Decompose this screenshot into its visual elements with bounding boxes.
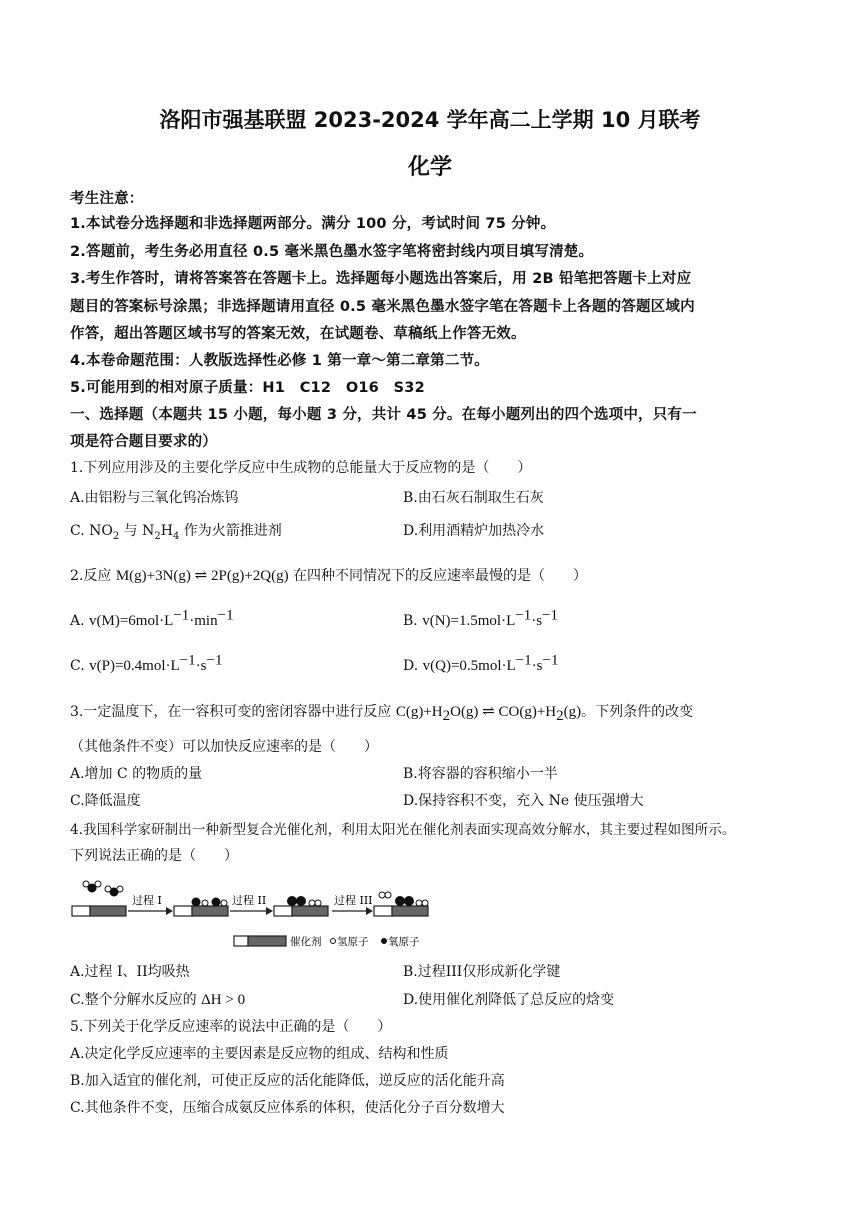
question-1-option-c [70,521,282,541]
question-3-stem [70,702,805,722]
option-label: D. [403,658,423,674]
equation-part: (g) [563,704,582,720]
question-4-option-c [70,990,245,1010]
oxygen-atom [296,896,306,906]
hydrogen-atom [422,900,428,906]
question-3-option-d: D.保持容积不变，充入 Ne 使压强增大 [403,793,644,809]
question-5-option-a: A.决定化学反应速率的主要因素是反应物的组成、结构和性质 [70,1046,449,1062]
question-2-option-b [403,607,559,631]
question-2-option-d [403,652,559,676]
catalyst-gray-block [192,906,228,916]
process-diagram-svg [70,878,440,954]
option-c-h: H [160,523,173,539]
question-3-option-a: A.增加 C 的物质的量 [70,766,203,782]
question-3-stem-line-2: （其他条件不变）可以加快反应速率的是（ ） [70,739,378,755]
subscript: 2 [556,707,564,724]
oxygen-atom [212,898,221,907]
option-c-suffix: 作为火箭推进剂 [179,523,282,539]
question-5-option-c: C.其他条件不变，压缩合成氨反应体系的体积，使活化分子百分数增大 [70,1100,505,1116]
option-c-prefix: C. NO [70,523,113,539]
question-1-option-a: A.由铝粉与三氧化钨冶炼钨 [70,490,239,506]
notice-item-3-line-1: 3.考生作答时，请将答案答在答题卡上。选择题每小题选出答案后，用 2B 铅笔把答题卡上对应 [70,271,692,287]
stem-suffix: 在四种不同情况下的反应速率最慢的是（ ） [288,568,588,584]
oxygen-atom [395,896,405,906]
exponent: −1 [206,652,223,669]
oxygen-atom [287,896,297,906]
legend-oxygen-icon [381,938,387,944]
hydrogen-atom [83,881,89,887]
question-4-option-d: D.使用催化剂降低了总反应的焓变 [403,992,615,1008]
subscript: 2 [442,707,451,724]
hydrogen-atom [202,900,208,906]
question-5-option-b: B.加入适宜的催化剂，可使正反应的活化能降低，逆反应的活化能升高 [70,1073,505,1089]
subscript: 2 [154,530,161,542]
catalyst-white-block [374,906,392,916]
section-heading-line-1: 一、选择题（本题共 15 小题，每小题 3 分，共计 45 分。在每小题列出的四个选项中，只有一 [70,407,697,423]
hydrogen-atom [385,892,391,898]
rate-value: v(M)=6mol·L [89,613,174,629]
subscript: 4 [172,530,180,542]
catalyst-gray-block [392,906,428,916]
equation-part: C(g)+H [395,704,443,720]
hydrogen-atom [416,900,422,906]
catalyst-gray-block [90,906,126,916]
arrow-head [166,907,173,915]
hydrogen-atom [315,900,321,906]
legend-hydrogen-icon [331,939,336,944]
exponent: −1 [542,652,559,669]
equation-part: O(g) ⇌ CO(g)+H [450,704,557,720]
exponent: −1 [515,652,532,669]
option-label: A. [70,613,90,629]
option-c-middle: 与 N [119,523,155,539]
hydrogen-atom [95,881,101,887]
legend-hydrogen-label: 氢原子 [337,936,369,948]
reaction-equation: M(g)+3N(g) ⇌ 2P(g)+2Q(g) [115,568,289,584]
exponent: −1 [217,607,234,624]
stem-suffix: 。下列条件的改变 [581,704,694,720]
unit: ·s [195,658,207,674]
step-2-label: 过程 II [232,894,267,907]
option-label: C. [70,658,90,674]
catalyst-white-block [72,906,90,916]
notice-item-4: 4.本卷命题范围：人教版选择性必修 1 第一章～第二章第二节。 [70,353,489,369]
rate-value: v(P)=0.4mol·L [89,658,180,674]
arrow-head [366,907,373,915]
exam-title: 洛阳市强基联盟 2023-2024 学年高二上学期 10 月联考 [159,108,701,132]
notice-heading: 考生注意： [70,191,144,207]
question-3-option-c: C.降低温度 [70,793,141,809]
hydrogen-atom [117,886,123,892]
question-1-option-b: B.由石灰石制取生石灰 [403,490,544,506]
rate-value: v(N)=1.5mol·L [422,613,516,629]
unit: ·s [531,658,543,674]
question-4-option-a: A.过程 I、II均吸热 [70,964,190,980]
delta-h-expression: ΔH > 0 [201,992,246,1008]
hydrogen-atom [221,900,227,906]
hydrogen-atom [309,900,315,906]
exponent: −1 [173,607,190,624]
legend-catalyst-gray [248,936,286,946]
notice-item-5: 5.可能用到的相对原子质量：H1 C12 O16 S32 [70,380,425,396]
exponent: −1 [179,652,196,669]
notice-item-3-line-3: 作答，超出答题区域书写的答案无效，在试题卷、草稿纸上作答无效。 [70,326,526,342]
question-2-option-c [70,652,223,676]
oxygen-atom [404,896,414,906]
stem-prefix: 2.反应 [70,568,116,584]
stem-prefix: 3.一定温度下，在一容积可变的密闭容器中进行反应 [70,704,396,720]
arrow-head [266,907,273,915]
subscript: 2 [112,530,120,542]
step-3-label: 过程 III [334,894,373,907]
water-splitting-diagram [70,878,440,954]
option-label: B. [403,613,423,629]
question-1-option-d: D.利用酒精炉加热冷水 [403,523,545,539]
catalyst-white-block [174,906,192,916]
question-3-option-b: B.将容器的容积缩小一半 [403,766,558,782]
unit: ·s [531,613,543,629]
question-4-option-b: B.过程III仅形成新化学键 [403,964,561,980]
oxygen-atom [192,898,201,907]
notice-item-3-line-2: 题目的答案标号涂黑；非选择题请用直径 0.5 毫米黑色墨水签字笔在答题卡上各题的答题区域内 [70,299,695,315]
legend-oxygen-label: 氧原子 [388,936,420,948]
exponent: −1 [542,607,559,624]
notice-item-2: 2.答题前，考生务必用直径 0.5 毫米黑色墨水签字笔将密封线内项目填写清楚。 [70,244,594,260]
question-2-option-a [70,607,234,631]
section-heading-line-2: 项是符合题目要求的） [70,434,217,450]
subject-title: 化学 [407,155,452,180]
unit: ·min [189,613,218,629]
question-4-stem-line-2: 下列说法正确的是（ ） [70,848,238,864]
hydrogen-atom [379,892,385,898]
legend-catalyst-white [234,936,248,946]
catalyst-gray-block [292,906,328,916]
question-5-stem: 5.下列关于化学反应速率的说法中正确的是（ ） [70,1019,392,1035]
question-1-stem: 1.下列应用涉及的主要化学反应中生成物的总能量大于反应物的是（ ） [70,460,532,476]
exponent: −1 [515,607,532,624]
step-1-label: 过程 I [132,894,162,907]
option-c-prefix: C.整个分解水反应的 [70,992,202,1008]
catalyst-white-block [274,906,292,916]
notice-item-1: 1.本试卷分选择题和非选择题两部分。满分 100 分，考试时间 75 分钟。 [70,216,556,232]
hydrogen-atom [105,886,111,892]
legend-catalyst-label: 催化剂 [290,936,322,948]
question-4-stem-line-1: 4.我国科学家研制出一种新型复合光催化剂，利用太阳光在催化剂表面实现高效分解水，其主要过程如图所示。 [70,822,736,838]
rate-value: v(Q)=0.5mol·L [422,658,516,674]
question-2-stem [70,566,805,586]
